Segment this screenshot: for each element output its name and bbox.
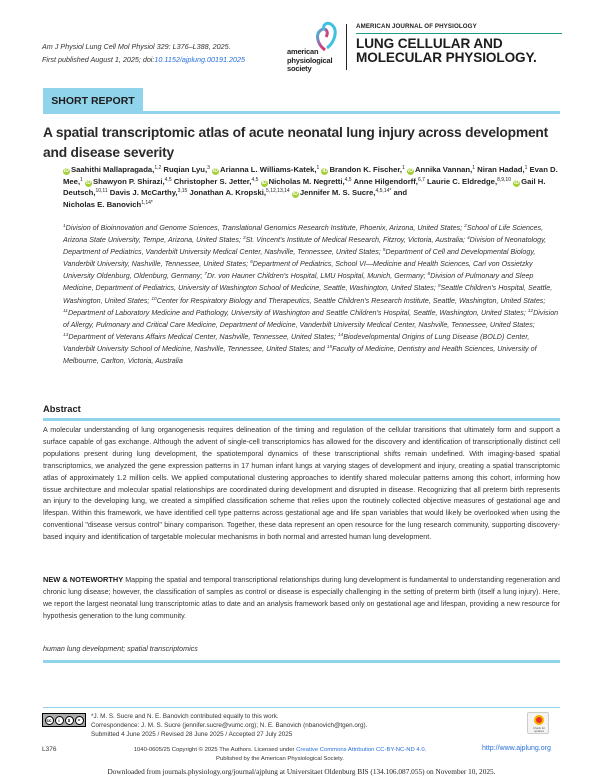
abstract-bottom-rule: [43, 660, 560, 663]
bookmark-icon: [534, 715, 544, 725]
affiliation-text: School of Life Sciences, Arizona State University, Tempe, Arizona, United States;: [63, 224, 544, 245]
author-name: Nicholas E. Banovich$^{1,14*}$: [63, 199, 153, 209]
affiliation-number: 1: [63, 224, 66, 229]
aps-society-logo: [287, 20, 342, 80]
orcid-icon[interactable]: iD: [322, 168, 328, 174]
new-noteworthy-label: NEW & NOTEWORTHY: [43, 575, 124, 584]
affiliations: [63, 222, 563, 367]
affiliation-text: Division of Neonatology, Department of Pediatrics, Vanderbilt University Medical Center, Nashville, Tennessee, United States;: [63, 236, 547, 257]
affiliation-ref: 1: [472, 165, 476, 171]
affiliation-text: St. Vincent's Institute of Medical Research, Fitzroy, Victoria, Australia;: [245, 236, 467, 245]
orcid-icon[interactable]: iD: [292, 191, 298, 198]
affiliation-text: Faculty of Medicine, Dentistry and Health Sciences, University of Melbourne, Carlton, Victoria, Australia: [63, 344, 537, 366]
journal-url-link[interactable]: http://www.ajplung.org: [482, 745, 551, 752]
orcid-icon[interactable]: iD: [64, 168, 69, 174]
download-watermark: Downloaded from journals.physiology.org/journal/ajplung at Universitaet Oldenburg BIS (134.106.087.055) on November 10, 2025.: [107, 767, 496, 776]
article-type-rule: [43, 111, 560, 114]
affiliation-ref: 3,15: [177, 188, 188, 195]
author-name: iD Brandon K. Fischer,$^1$: [322, 165, 405, 174]
affiliation-ref: 1: [316, 165, 320, 171]
author-name: Jonathan A. Kropski,$^{5,12,13,14}$: [189, 188, 290, 198]
affiliation-ref: 4,5,14*: [375, 188, 392, 195]
affiliation-ref: 3: [207, 165, 210, 171]
author-name: iD Saahithi Mallapragada,$^{1,2}$: [64, 165, 162, 174]
affiliation-text: Division of Pulmonary and Sleep Medicine, Department of Pediatrics, University of Washington School of Medicine, Seattle, Washington, United States;: [63, 272, 534, 293]
author-name: Evan D. Mee,$^1$: [63, 165, 558, 186]
affiliation-text: Seattle Children's Hospital, Seattle, Washington, United States;: [63, 284, 553, 305]
orcid-icon[interactable]: iD: [213, 168, 219, 174]
author-name: Niran Hadad,$^1$: [477, 165, 528, 174]
affiliation-number: 3: [242, 236, 246, 242]
author-name: iD Arianna L. Williams-Katek,$^1$: [213, 165, 320, 174]
affiliation-text: Division of Allergy, Pulmonary and Critical Care Medicine, Department of Medicine, Vanderbilt University Medical Center, Nashville, Tennessee, United States;: [63, 308, 559, 329]
page-number: L376: [42, 746, 57, 753]
journal-super-title: AMERICAN JOURNAL OF PHYSIOLOGY: [356, 23, 562, 34]
abstract-heading: Abstract: [43, 404, 81, 414]
affiliation-number: 15: [326, 344, 333, 350]
submission-dates: Submitted 4 June 2025 / Revised 28 June 2025 / Accepted 27 July 2025: [91, 731, 293, 738]
affiliation-text: Center for Respiratory Biology and Therapeutics, Seattle Children's Research Institute, Seattle, Washington, United States;: [156, 296, 546, 305]
affiliation-ref: 4,5: [344, 176, 352, 183]
equal-contribution-note: *J. M. S. Sucre and N. E. Banovich contributed equally to this work.: [91, 713, 279, 720]
affiliation-text: Department of Veterans Affairs Medical Center, Nashville, Tennessee, United States;: [68, 332, 338, 341]
orcid-icon[interactable]: iD: [86, 179, 92, 186]
affiliation-ref: 1: [402, 165, 405, 171]
doi-link[interactable]: 10.1152/ajplung.00191.2025: [154, 55, 246, 64]
affiliation-ref: 8,9,10: [497, 176, 511, 183]
affiliation-ref: 1: [524, 165, 528, 171]
author-name: Laurie C. Eldredge,$^{8,9,10}$: [427, 176, 511, 186]
author-name: iD Annika Vannan,$^1$: [408, 165, 476, 174]
citation-block: [42, 40, 245, 66]
affiliation-number: 2: [464, 224, 467, 229]
abstract-rule: [43, 418, 560, 421]
affiliation-ref: 10,11: [95, 188, 108, 195]
article-type-tab: SHORT REPORT: [43, 88, 143, 113]
nc-icon: $: [65, 716, 74, 725]
affiliation-number: 8: [427, 272, 431, 278]
affiliation-number: 13: [63, 332, 69, 338]
affiliation-number: 7: [204, 272, 207, 278]
author-name: Ruqian Lyu,$^3$: [163, 165, 210, 174]
orcid-icon[interactable]: iD: [261, 179, 267, 186]
copyright-line: 1040-0605/25 Copyright © 2025 The Authors. Licensed under Creative Commons Attribution CC-BY-NC-ND 4.0.: [133, 747, 427, 753]
keywords: human lung development; spatial transcriptomics: [43, 645, 198, 653]
affiliation-number: 5: [382, 248, 386, 254]
affiliation-text: Dr. von Hauner Children's Hospital, LMU Hospital, Munich, Germany;: [206, 272, 428, 281]
affiliation-number: 12: [527, 308, 534, 314]
journal-title-block: [356, 23, 562, 65]
affiliation-ref: 4,5: [164, 176, 172, 183]
abstract-body: A molecular understanding of lung organogenesis requires delineation of the timing and regulation of the cellular transitions that ultimately form and support a surface capable of gas exchange. Although the advent of single-cell transcriptomics has allowed for the discovery and identification of transcriptionally distinct cell populations present during lung development, the spatiotemporal dynamics of these transcriptional shifts remain undefined. With imaging-based spatial transcriptomics, we analyzed the gene expression patterns in 17 human infant lungs at varying stages of development and injury, creating a spatial transcriptomic atlas of approximately 1.2 million cells. We applied computational clustering approaches to identify shared molecular patterns among this cohort, informing how tissue architecture and molecular spatial relationships are coordinated during development and disrupted in disease. Recognizing that all preterm birth represents an injury to the developing lung, we created a simplified classification scheme that relies upon the routinely collected objective measures of gestational age and lifespan. Within this framework, we have identified cell type patterns across gestational age and life span variables that would likely be overlooked when using the conventional "disease versus control" binary comparison. Together, these data represent an open resource for the lung research community, supporting discovery-based inquiry and identification of targetable molecular mechanisms in both normal and arrested human lung development.: [43, 426, 560, 542]
article-title: A spatial transcriptomic atlas of acute neonatal lung injury across development and disease severity: [43, 125, 549, 160]
affiliation-ref: 5,12,13,14: [266, 188, 290, 195]
orcid-icon[interactable]: iD: [514, 179, 520, 186]
cc-icon: cc: [46, 717, 52, 723]
author-name: and: [393, 188, 408, 198]
footnote-text: [91, 712, 367, 739]
affiliation-text: Department of Pediatrics, School VI—Medicine and Health Sciences, Carl von Ossietzky University Oldenburg, Oldenburg, Germany;: [63, 260, 533, 281]
affiliation-number: 4: [466, 236, 470, 242]
affiliation-text: Division of Bioinnovation and Genome Sciences, Translational Genomics Research Institute, Phoenix, Arizona, United States;: [65, 224, 465, 232]
affiliation-number: 14: [337, 332, 344, 338]
affiliation-number: 6: [250, 260, 253, 266]
cc-by-nc-nd-icon[interactable]: [42, 713, 86, 727]
affiliation-number: 11: [63, 308, 68, 314]
author-name: Anne Hilgendorff,$^{6,7}$: [353, 176, 425, 186]
journal-title-line2: MOLECULAR PHYSIOLOGY.: [356, 50, 537, 65]
affiliation-ref: 1: [80, 176, 83, 183]
author-name: Davis J. McCarthy,$^{3,15}$: [109, 188, 188, 198]
author-name: iD Jennifer M. S. Sucre,$^{4,5,14*}$: [292, 188, 392, 198]
affiliation-text: Department of Laboratory Medicine and Pathology, University of Washington and Seattle Children's Hospital, Seattle, Washington, United States;: [67, 308, 528, 317]
journal-title-line1: LUNG CELLULAR AND: [356, 36, 503, 51]
author-name: iD Gail H. Deutsch,$^{10,11}$: [63, 176, 546, 198]
license-link[interactable]: Creative Commons Attribution CC-BY-NC-ND 4.0: [296, 747, 425, 753]
affiliation-ref: 4,5: [251, 176, 259, 183]
first-published-text: First published August 1, 2025; doi:: [42, 55, 155, 64]
correspondence-note: Correspondence: J. M. S. Sucre (jennifer.sucre@vumc.org); N. E. Banovich (nbanovich@tgen.org).: [91, 722, 368, 729]
footnote-rule: [43, 707, 560, 708]
check-updates-label: Check for updates: [533, 726, 545, 733]
by-icon: i: [55, 716, 64, 725]
affiliation-ref: 6,7: [417, 176, 425, 183]
copyright-block: [90, 746, 470, 764]
citation-doi-line: [42, 53, 245, 66]
affiliation-text: Department of Cell and Developmental Biology, Vanderbilt University, Nashville, Tennessee, United States;: [63, 248, 536, 269]
aps-wordmark: american physiological society: [287, 47, 333, 73]
affiliation-number: 10: [151, 296, 157, 302]
affiliation-number: 9: [437, 284, 441, 290]
author-name: iD Shawyon P. Shirazi,$^{4,5}$: [86, 176, 172, 186]
new-noteworthy: [43, 574, 560, 623]
nd-icon: =: [75, 716, 84, 725]
affiliation-ref: 1,2: [154, 165, 162, 171]
affiliation-ref: 1,14*: [141, 199, 153, 206]
affiliation-text: Biodevelopmental Origins of Lung Disease (BOLD) Center, Vanderbilt University School of Medicine, Nashville, Tennessee, United States; and: [63, 332, 530, 353]
author-name: Christopher S. Jetter,$^{4,5}$: [173, 176, 259, 186]
check-for-updates-button[interactable]: [527, 712, 549, 734]
new-noteworthy-body: Mapping the spatial and temporal transcriptional relationships during lung development is fundamental to understanding regeneration and chronic lung disease; however, the classification of samples as control or disease is especially challenging in the setting of preterm birth (itself a lung injury). Here, we report the largest neonatal lung transcriptomic atlas to date and an analysis framework based only on gestational age and lifespan, providing a new resource for hypothesis generation to the lung community.: [43, 576, 561, 620]
orcid-icon[interactable]: iD: [408, 168, 413, 174]
author-name: iD Nicholas M. Negretti,$^{4,5}$: [261, 176, 352, 186]
citation-journal-line: Am J Physiol Lung Cell Mol Physiol 329: L376–L388, 2025.: [42, 42, 231, 51]
publisher-line: Published by the American Physiological Society.: [216, 756, 344, 762]
author-list: [63, 164, 563, 210]
header-divider: [346, 24, 347, 70]
